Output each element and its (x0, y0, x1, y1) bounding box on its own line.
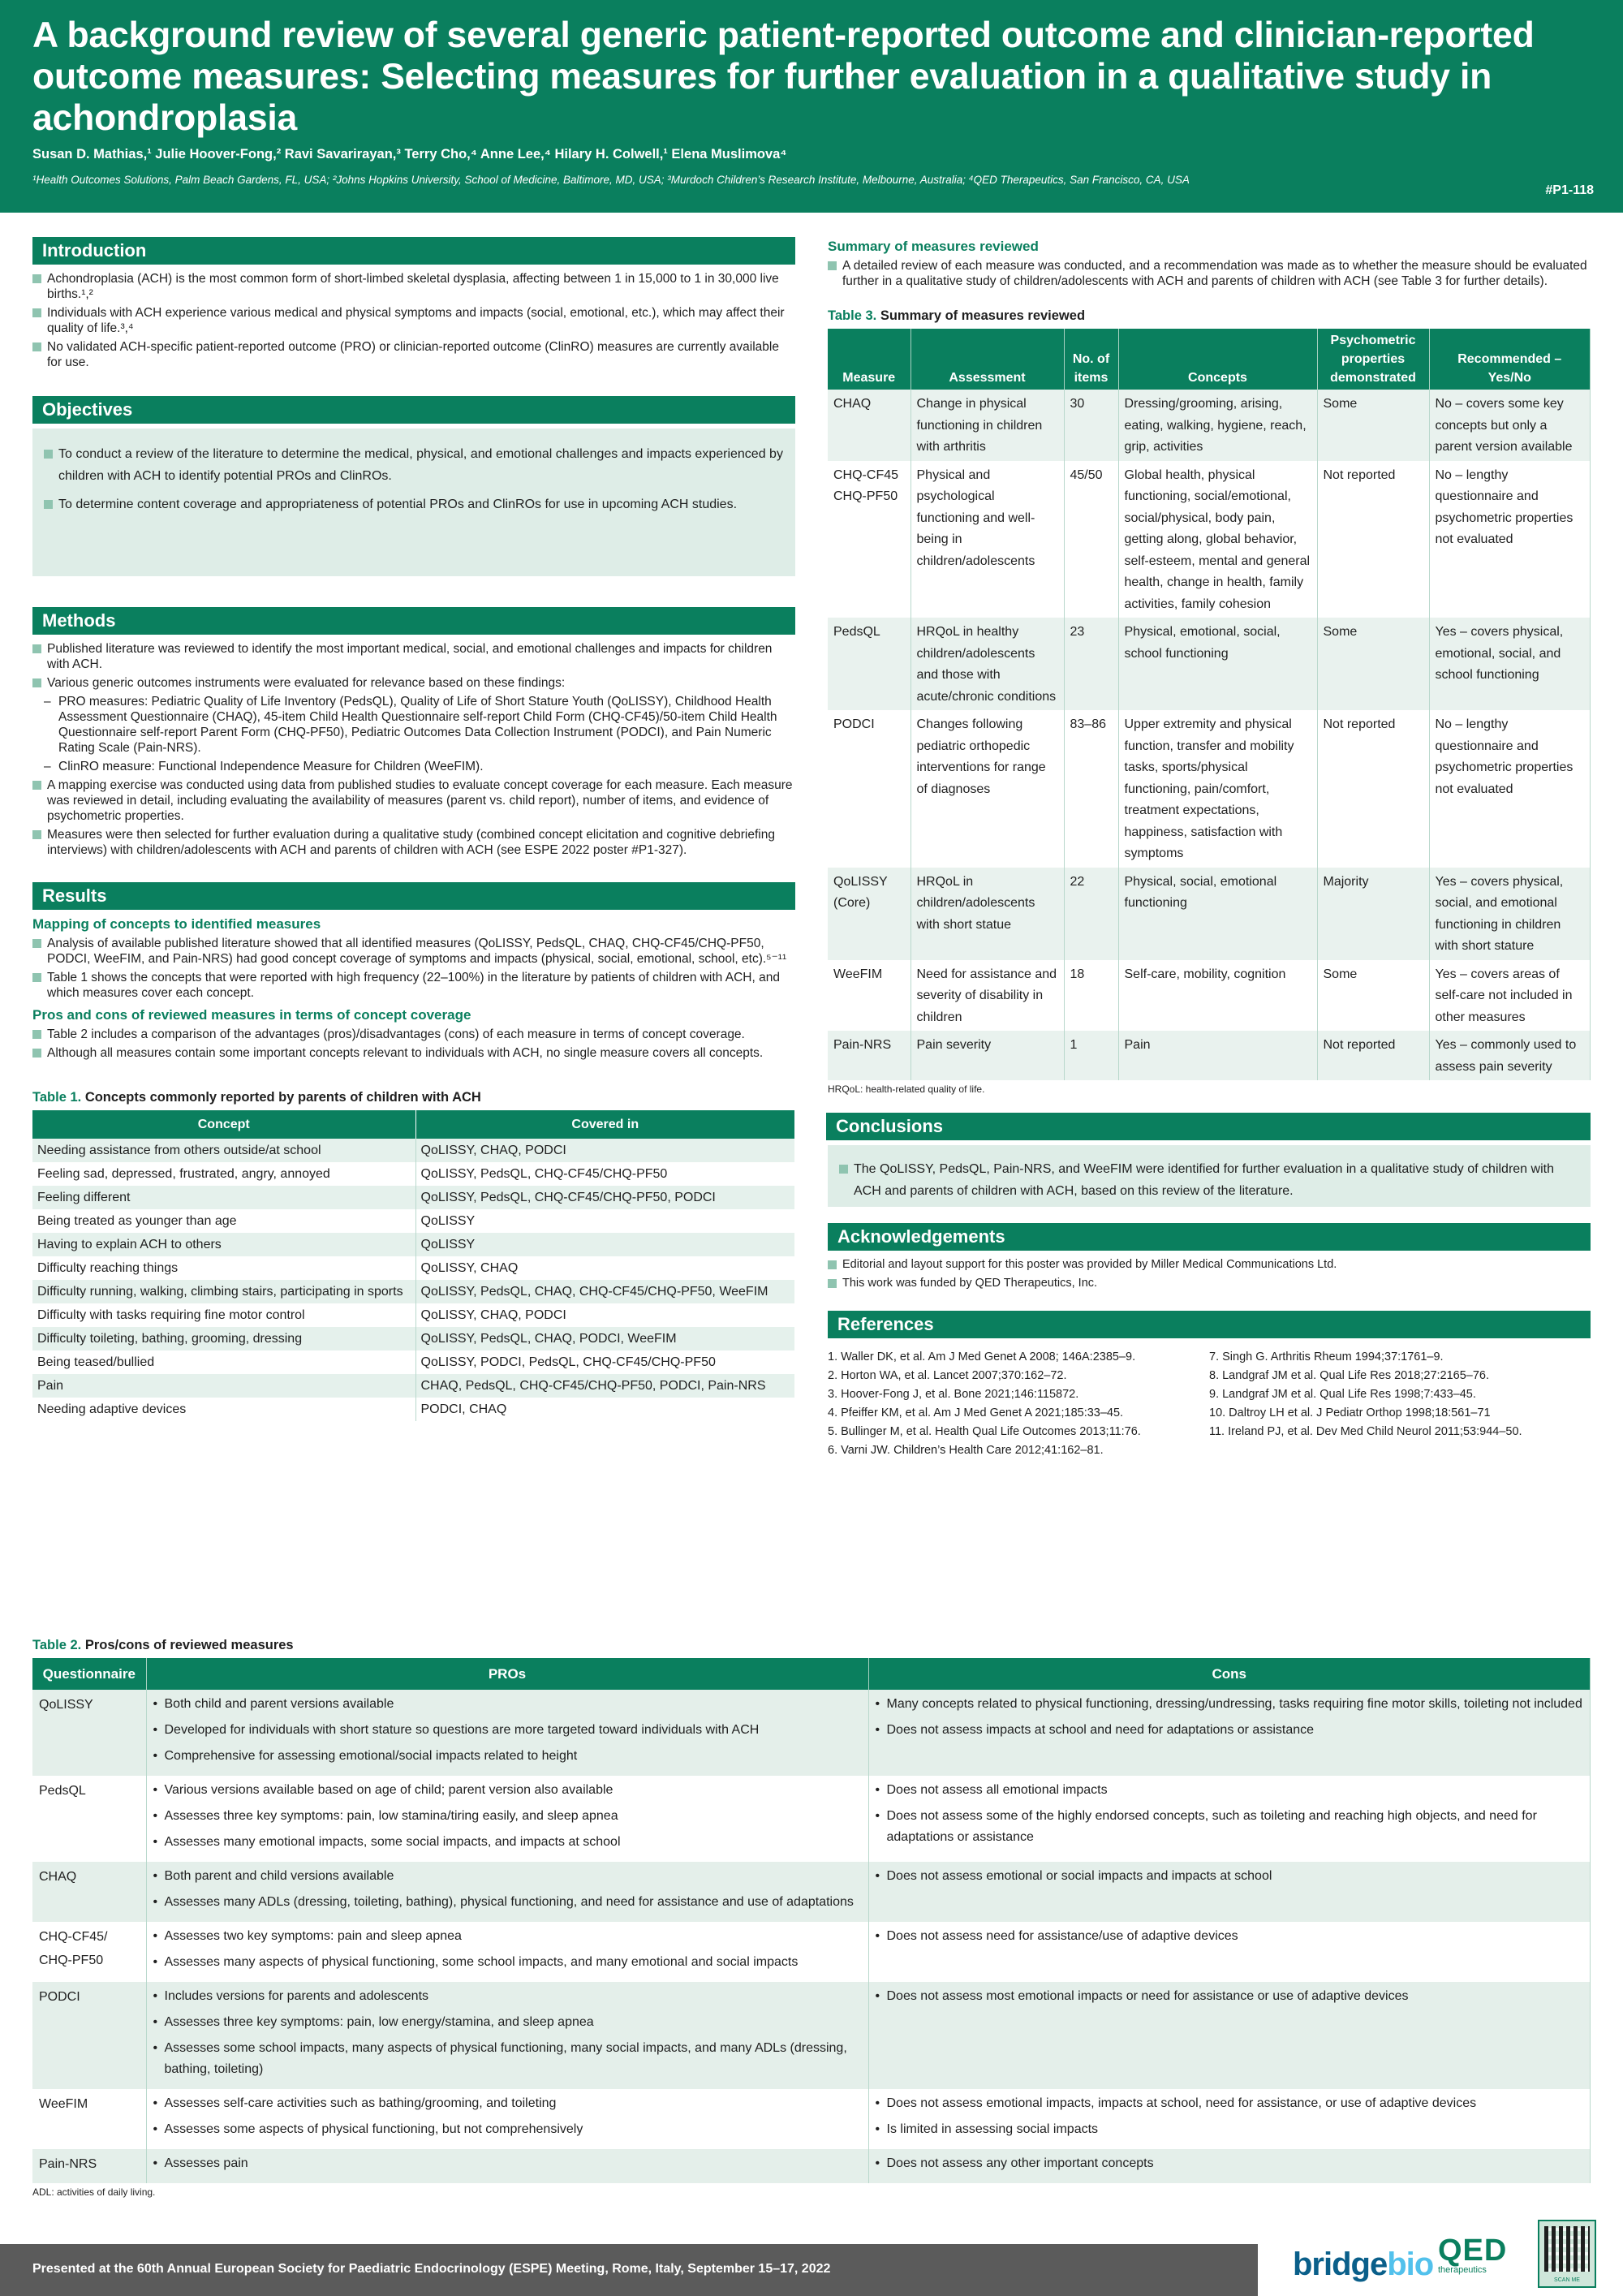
table2-cons-item: • Many concepts related to physical functioning, dressing/undressing, tasks requiring fine motor skills, toileting not included (876, 1694, 1584, 1715)
table3-block (828, 308, 1591, 1095)
table2-cons-cell (868, 2149, 1591, 2183)
reference-item: 4. Pfeiffer KM, et al. Am J Med Genet A 2021;185:33–45. (828, 1406, 1124, 1419)
table2-header-cell: Cons (868, 1658, 1591, 1690)
table2-questionnaire-cell: PedsQL (32, 1776, 146, 1862)
table3-concepts-cell: Dressing/grooming, arising, eating, walking, hygiene, reach, grip, activities (1118, 390, 1317, 461)
table2-cons-cell (868, 1862, 1591, 1922)
table2-row (32, 1922, 1591, 1982)
table3-psychometric-cell: Not reported (1317, 1031, 1429, 1080)
table3-assessment-cell: Change in physical functioning in children with arthritis (911, 390, 1064, 461)
table2-row (32, 1776, 1591, 1862)
table3-body (828, 390, 1591, 1080)
table3-row (828, 618, 1591, 710)
table2-cons-cell (868, 1982, 1591, 2089)
reference-item: 7. Singh G. Arthritis Rheum 1994;37:1761–9. (1209, 1350, 1444, 1363)
table2-pros-cell (146, 1982, 868, 2089)
table2 (32, 1658, 1591, 2183)
table3-psychometric-cell: Not reported (1317, 461, 1429, 618)
table3-concepts-cell: Global health, physical functioning, social/emotional, social/physical, body pain, getting along, global behavior, self-esteem, mental and general health, change in health, family activities, family cohesion (1118, 461, 1317, 618)
table2-cons-item: • Does not assess emotional or social impacts and impacts at school (876, 1866, 1584, 1887)
table3-assessment-cell: Need for assistance and severity of disability in children (911, 960, 1064, 1032)
conclusions-block (828, 1113, 1591, 1207)
table3-concepts-cell: Upper extremity and physical function, transfer and mobility tasks, sports/physical functioning, pain/comfort, treatment expectations, happiness, satisfaction with symptoms (1118, 710, 1317, 868)
reference-item: 9. Landgraf JM et al. Qual Life Res 1998;7:433–45. (1209, 1388, 1476, 1401)
table1-covered-cell: CHAQ, PedsQL, CHQ-CF45/CHQ-PF50, PODCI, Pain-NRS (415, 1374, 795, 1398)
table1-covered-cell: QoLISSY, CHAQ, PODCI (415, 1139, 795, 1162)
table2-questionnaire-cell: CHQ-CF45/ CHQ-PF50 (32, 1922, 146, 1982)
table2-cons-item: • Does not assess most emotional impacts or need for assistance or use of adaptive devices (876, 1986, 1584, 2007)
table3-row (828, 390, 1591, 461)
reference-item: 1. Waller DK, et al. Am J Med Genet A 2008; 146A:2385–9. (828, 1350, 1136, 1363)
table3-items-cell: 18 (1064, 960, 1118, 1032)
objectives-panel (32, 429, 795, 576)
table3-measure-cell: WeeFIM (828, 960, 911, 1032)
table3-assessment-cell: HRQoL in children/adolescents with short statue (911, 868, 1064, 960)
references-column-left (828, 1348, 1209, 1460)
qed-logo-subtext: therapeutics (1438, 2265, 1487, 2275)
table3-header-cell: No. of items (1064, 329, 1118, 390)
table1-concept-cell: Difficulty with tasks requiring fine motor control (32, 1303, 415, 1327)
table3-assessment-cell: Pain severity (911, 1031, 1064, 1080)
reference-item: 8. Landgraf JM et al. Qual Life Res 2018;27:2165–76. (1209, 1369, 1490, 1382)
table2-questionnaire-cell: PODCI (32, 1982, 146, 2089)
table1-covered-cell: PODCI, CHAQ (415, 1398, 795, 1421)
table3-recommended-cell: No – lengthy questionnaire and psychometric properties not evaluated (1429, 710, 1591, 868)
table1-row (32, 1303, 795, 1327)
table2-pros-item: • Assesses some aspects of physical functioning, but not comprehensively (153, 2119, 862, 2140)
table1-row (32, 1209, 795, 1233)
conclusions-heading: Conclusions (826, 1113, 1591, 1140)
poster-header (0, 0, 1623, 213)
table3-header-cell: Assessment (911, 329, 1064, 390)
reference-item: 10. Daltroy LH et al. J Pediatr Orthop 1998;18:561–71 (1209, 1406, 1491, 1419)
methods-subbullet: – PRO measures: Pediatric Quality of Life Inventory (PedsQL), Quality of Life of Short Stature Youth (QoLISSY), Childhood Health Assessment Questionnaire (CHAQ), 45-item Child Health Questionnaire self-report Child Form (CHQ-CF45)/50-item Child Health Questionnaire self-report Parent Form (CHQ-PF50), Pediatric Outcomes Data Collection Instrument (PODCI), and Pain Numeric Rating Scale (Pain-NRS). (32, 694, 795, 756)
table1-covered-cell: QoLISSY, PedsQL, CHQ-CF45/CHQ-PF50, PODCI (415, 1186, 795, 1209)
table2-pros-cell (146, 1862, 868, 1922)
table2-pros-item: • Both parent and child versions available (153, 1866, 862, 1887)
table2-header-cell: PROs (146, 1658, 868, 1690)
table3-assessment-cell: Physical and psychological functioning and well-being in children/adolescents (911, 461, 1064, 618)
table3-header-cell: Recommended – Yes/No (1429, 329, 1591, 390)
acknowledgements-heading: Acknowledgements (828, 1223, 1591, 1251)
table1-concept-cell: Difficulty reaching things (32, 1256, 415, 1280)
table3-footnote: HRQoL: health-related quality of life. (828, 1083, 985, 1095)
right-column (828, 232, 1591, 1460)
table3-row (828, 960, 1591, 1032)
table1-row (32, 1186, 795, 1209)
reference-item: 6. Varni JW. Children’s Health Care 2012;41:162–81. (828, 1444, 1104, 1457)
table1-covered-cell: QoLISSY, PODCI, PedsQL, CHQ-CF45/CHQ-PF50 (415, 1350, 795, 1374)
table1-title: Table 1. Concepts commonly reported by parents of children with ACH (32, 1090, 481, 1105)
table2-pros-cell (146, 1776, 868, 1862)
table3-recommended-cell: Yes – covers physical, social, and emotional functioning in children with short stature (1429, 868, 1591, 960)
table3-recommended-cell: Yes – commonly used to assess pain severity (1429, 1031, 1591, 1080)
table2-cons-cell (868, 2089, 1591, 2149)
table3-recommended-cell: No – covers some key concepts but only a parent version available (1429, 390, 1591, 461)
table3-row (828, 1031, 1591, 1080)
table1-covered-cell: QoLISSY (415, 1209, 795, 1233)
reference-item: 2. Horton WA, et al. Lancet 2007;370:162–72. (828, 1369, 1067, 1382)
table1-covered-cell: QoLISSY, CHAQ (415, 1256, 795, 1280)
qed-logo (1438, 2234, 1519, 2290)
table2-pros-item: • Assesses self-care activities such as bathing/grooming, and toileting (153, 2093, 862, 2114)
table3-psychometric-cell: Some (1317, 390, 1429, 461)
qr-code-label: SCAN ME (1554, 2277, 1580, 2283)
table2-row (32, 2149, 1591, 2183)
table2-pros-cell (146, 1922, 868, 1982)
table2-pros-cell (146, 2149, 868, 2183)
table2-header-cell: Questionnaire (32, 1658, 146, 1690)
table2-pros-item: • Assesses three key symptoms: pain, low energy/stamina, and sleep apnea (153, 2012, 862, 2033)
table2-questionnaire-cell: Pain-NRS (32, 2149, 146, 2183)
table2-cons-item: • Does not assess emotional impacts, impacts at school, need for assistance, or use of adaptive devices (876, 2093, 1584, 2114)
objectives-bullet: To determine content coverage and appropriateness of potential PROs and ClinROs for use in upcoming ACH studies. (44, 493, 784, 515)
table3-header-cell: Measure (828, 329, 911, 390)
results-bullet: Table 1 shows the concepts that were reported with high frequency (22–100%) in the literature by patients of children with ACH, and which measures cover each concept. (32, 970, 795, 1001)
references-list (828, 1348, 1591, 1460)
reference-item: 3. Hoover-Fong J, et al. Bone 2021;146:115872. (828, 1388, 1079, 1401)
table3-row (828, 461, 1591, 618)
table1-concept-cell: Needing assistance from others outside/at school (32, 1139, 415, 1162)
table1-row (32, 1327, 795, 1350)
table2-questionnaire-cell: QoLISSY (32, 1690, 146, 1776)
table1-row (32, 1398, 795, 1421)
table1-covered-cell: QoLISSY, PedsQL, CHQ-CF45/CHQ-PF50 (415, 1162, 795, 1186)
table2-pros-item: • Assesses three key symptoms: pain, low stamina/tiring easily, and sleep apnea (153, 1806, 862, 1827)
table1-body (32, 1139, 795, 1421)
table2-pros-item: • Assesses pain (153, 2153, 862, 2174)
table2-cons-item: • Does not assess need for assistance/use of adaptive devices (876, 1926, 1584, 1947)
qed-logo-text: QED (1438, 2234, 1508, 2268)
table3-items-cell: 22 (1064, 868, 1118, 960)
table3-row (828, 710, 1591, 868)
table3-assessment-cell: Changes following pediatric orthopedic interventions for range of diagnoses (911, 710, 1064, 868)
objectives-bullet: To conduct a review of the literature to determine the medical, physical, and emotional challenges and impacts experienced by children with ACH to identify potential PROs and ClinROs. (44, 443, 784, 487)
table3-psychometric-cell: Some (1317, 618, 1429, 710)
table3-measure-cell: PODCI (828, 710, 911, 868)
table3-concepts-cell: Physical, emotional, social, school functioning (1118, 618, 1317, 710)
table3-title: Table 3. Summary of measures reviewed (828, 308, 1086, 323)
table3-items-cell: 83–86 (1064, 710, 1118, 868)
table2-cons-item: • Does not assess some of the highly endorsed concepts, such as toileting and reaching high objects, and need for adaptations or assistance (876, 1806, 1584, 1848)
table3-concepts-cell: Self-care, mobility, cognition (1118, 960, 1317, 1032)
table3-recommended-cell: Yes – covers physical, emotional, social, and school functioning (1429, 618, 1591, 710)
table2-pros-item: • Various versions available based on age of child; parent version also available (153, 1780, 862, 1801)
results-body (32, 916, 795, 1061)
table2-pros-item: • Includes versions for parents and adolescents (153, 1986, 862, 2007)
table3-measure-cell: CHAQ (828, 390, 911, 461)
table3-row (828, 868, 1591, 960)
table3-items-cell: 30 (1064, 390, 1118, 461)
summary-bullet: A detailed review of each measure was conducted, and a recommendation was made as to whether the measure should be evaluated further in a qualitative study of children/adolescents with ACH and parents of children with ACH (see Table 3 for further details). (828, 258, 1591, 289)
table3-assessment-cell: HRQoL in healthy children/adolescents and those with acute/chronic conditions (911, 618, 1064, 710)
table1-header-cell: Concept (32, 1110, 415, 1139)
qr-code[interactable] (1538, 2220, 1596, 2288)
methods-bullet: Published literature was reviewed to identify the most important medical, social, and emotional challenges and impacts for children with ACH. (32, 641, 795, 672)
introduction-bullet: Achondroplasia (ACH) is the most common form of short-limbed skeletal dysplasia, affecting between 1 in 15,000 to 1 in 30,000 live births.¹,² (32, 271, 795, 302)
table3-items-cell: 45/50 (1064, 461, 1118, 618)
methods-body (32, 641, 795, 858)
table3-items-cell: 23 (1064, 618, 1118, 710)
bridgebio-logo: bridgebio (1293, 2246, 1434, 2282)
table1-covered-cell: QoLISSY, PedsQL, CHAQ, CHQ-CF45/CHQ-PF50, WeeFIM (415, 1280, 795, 1303)
affiliations: ¹Health Outcomes Solutions, Palm Beach Gardens, FL, USA; ²Johns Hopkins University, School of Medicine, Baltimore, MD, USA; ³Murdoch Children’s Research Institute, Melbourne, Australia; ⁴QED Therapeutics, San Francisco, CA, USA (32, 174, 1190, 186)
table2-cons-cell (868, 1690, 1591, 1776)
qr-code-icon (1544, 2226, 1590, 2272)
table1-concept-cell: Feeling sad, depressed, frustrated, angry, annoyed (32, 1162, 415, 1186)
introduction-bullet: No validated ACH-specific patient-reported outcome (PRO) or clinician-reported outcome (ClinRO) measures are currently available for use. (32, 339, 795, 370)
poster-title: A background review of several generic patient-reported outcome and clinician-reported outcome measures: Selecting measures for further evaluation in a qualitative study in achondroplasia (32, 15, 1535, 138)
table1-block (32, 1090, 795, 1421)
table1-concept-cell: Difficulty running, walking, climbing stairs, participating in sports (32, 1280, 415, 1303)
methods-bullet: Various generic outcomes instruments were evaluated for relevance based on these findings: (32, 675, 795, 691)
table1-concept-cell: Having to explain ACH to others (32, 1233, 415, 1256)
references-heading: References (828, 1311, 1591, 1338)
methods-heading: Methods (32, 607, 795, 635)
left-column (32, 237, 795, 1421)
table1-row (32, 1350, 795, 1374)
summary-heading: Summary of measures reviewed (828, 239, 1039, 254)
methods-bullet: Measures were then selected for further evaluation during a qualitative study (combined concept elicitation and cognitive debriefing interviews) with children/adolescents with ACH and parents of children with ACH (see ESPE 2022 poster #P1-327). (32, 827, 795, 858)
table3-measure-cell: QoLISSY (Core) (828, 868, 911, 960)
table2-pros-item: • Assesses many emotional impacts, some social impacts, and impacts at school (153, 1832, 862, 1853)
table2-pros-item: • Both child and parent versions available (153, 1694, 862, 1715)
results-bullet: Table 2 includes a comparison of the advantages (pros)/disadvantages (cons) of each measure in terms of concept coverage. (32, 1027, 795, 1042)
table2-questionnaire-cell: WeeFIM (32, 2089, 146, 2149)
table1-row (32, 1233, 795, 1256)
table2-questionnaire-cell: CHAQ (32, 1862, 146, 1922)
table1-concept-cell: Being teased/bullied (32, 1350, 415, 1374)
footer-bar (0, 2244, 1258, 2296)
table3-recommended-cell: Yes – covers areas of self-care not included in other measures (1429, 960, 1591, 1032)
table1-row (32, 1139, 795, 1162)
table2-pros-item: • Comprehensive for assessing emotional/social impacts related to height (153, 1746, 862, 1767)
objectives-heading: Objectives (32, 396, 795, 424)
table3-psychometric-cell: Majority (1317, 868, 1429, 960)
table2-cons-item: • Does not assess any other important concepts (876, 2153, 1584, 2174)
results-subheading: Pros and cons of reviewed measures in terms of concept coverage (32, 1007, 471, 1023)
results-heading: Results (32, 882, 795, 910)
table3-items-cell: 1 (1064, 1031, 1118, 1080)
table2-pros-item: • Assesses many ADLs (dressing, toileting, bathing), physical functioning, and need for assistance and use of adaptations (153, 1892, 862, 1913)
conclusions-panel (828, 1145, 1591, 1207)
table2-pros-cell (146, 1690, 868, 1776)
poster-id: #P1-118 (1545, 183, 1594, 197)
reference-item: 5. Bullinger M, et al. Health Qual Life Outcomes 2013;11:76. (828, 1425, 1141, 1438)
table2-body (32, 1690, 1591, 2183)
table3-concepts-cell: Physical, social, emotional functioning (1118, 868, 1317, 960)
acknowledgements-body (828, 1257, 1591, 1291)
table2-cons-item: • Does not assess all emotional impacts (876, 1780, 1584, 1801)
table3-header-cell: Concepts (1118, 329, 1317, 390)
table3-psychometric-cell: Some (1317, 960, 1429, 1032)
table2-pros-cell (146, 2089, 868, 2149)
table3 (828, 329, 1591, 1080)
table1-header-cell: Covered in (415, 1110, 795, 1139)
table3-measure-cell: Pain-NRS (828, 1031, 911, 1080)
table2-pros-item: • Assesses two key symptoms: pain and sleep apnea (153, 1926, 862, 1947)
table1-concept-cell: Being treated as younger than age (32, 1209, 415, 1233)
table3-psychometric-cell: Not reported (1317, 710, 1429, 868)
acknowledgements-block (828, 1223, 1591, 1291)
footer-text: Presented at the 60th Annual European Society for Paediatric Endocrinology (ESPE) Meeting, Rome, Italy, September 15–17, 2022 (32, 2262, 831, 2276)
references-block (828, 1311, 1591, 1460)
table1-covered-cell: QoLISSY, CHAQ, PODCI (415, 1303, 795, 1327)
table3-recommended-cell: No – lengthy questionnaire and psychometric properties not evaluated (1429, 461, 1591, 618)
results-subheading: Mapping of concepts to identified measures (32, 916, 321, 932)
results-bullet: Although all measures contain some important concepts relevant to individuals with ACH, no single measure covers all concepts. (32, 1045, 795, 1061)
table2-row (32, 2089, 1591, 2149)
table2-cons-item: • Does not assess impacts at school and need for adaptations or assistance (876, 1720, 1584, 1741)
table2-row (32, 1862, 1591, 1922)
table3-measure-cell: PedsQL (828, 618, 911, 710)
references-column-right (1209, 1348, 1582, 1460)
table2-pros-item: • Assesses many aspects of physical functioning, some school impacts, and many emotional and social impacts (153, 1952, 862, 1973)
table3-measure-cell: CHQ-CF45 CHQ-PF50 (828, 461, 911, 618)
table2-row (32, 1982, 1591, 2089)
table1-concept-cell: Difficulty toileting, bathing, grooming, dressing (32, 1327, 415, 1350)
table1-concept-cell: Feeling different (32, 1186, 415, 1209)
table1-covered-cell: QoLISSY, PedsQL, CHAQ, PODCI, WeeFIM (415, 1327, 795, 1350)
table2-cons-cell (868, 1922, 1591, 1982)
table2-row (32, 1690, 1591, 1776)
table2-cons-cell (868, 1776, 1591, 1862)
methods-subbullet: – ClinRO measure: Functional Independence Measure for Children (WeeFIM). (32, 759, 795, 774)
table1-row (32, 1374, 795, 1398)
table1-covered-cell: QoLISSY (415, 1233, 795, 1256)
acknowledgements-bullet: This work was funded by QED Therapeutics, Inc. (828, 1276, 1591, 1291)
table1 (32, 1110, 795, 1421)
conclusions-bullet: The QoLISSY, PedsQL, Pain-NRS, and WeeFIM were identified for further evaluation in a qualitative study of children with ACH and parents of children with ACH, based on this review of the literature. (839, 1158, 1579, 1202)
author-list: Susan D. Mathias,¹ Julie Hoover-Fong,² Ravi Savarirayan,³ Terry Cho,⁴ Anne Lee,⁴ Hilary H. Colwell,¹ Elena Muslimova⁴ (32, 147, 787, 162)
methods-bullet: A mapping exercise was conducted using data from published studies to evaluate concept coverage for each measure. Each measure was reviewed in detail, including evaluating the availability of measures (parent vs. child report), number of items, and evidence of psychometric properties. (32, 778, 795, 824)
table1-row (32, 1162, 795, 1186)
table2-footnote: ADL: activities of daily living. (32, 2186, 156, 2198)
table1-concept-cell: Needing adaptive devices (32, 1398, 415, 1421)
table3-header-cell: Psychometric properties demonstrated (1317, 329, 1429, 390)
introduction-heading: Introduction (32, 237, 795, 265)
introduction-body (32, 271, 795, 370)
reference-item: 11. Ireland PJ, et al. Dev Med Child Neurol 2011;53:944–50. (1209, 1425, 1522, 1438)
table1-row (32, 1256, 795, 1280)
table2-pros-item: • Developed for individuals with short stature so questions are more targeted toward individuals with ACH (153, 1720, 862, 1741)
results-bullet: Analysis of available published literature showed that all identified measures (QoLISSY, PedsQL, CHAQ, CHQ-CF45/CHQ-PF50, PODCI, WeeFIM, and Pain-NRS) had good concept coverage of symptoms and impacts (physical, social, emotional, school, etc).⁵⁻¹¹ (32, 936, 795, 967)
table3-concepts-cell: Pain (1118, 1031, 1317, 1080)
table2-block (32, 1638, 1591, 2198)
table1-row (32, 1280, 795, 1303)
table1-concept-cell: Pain (32, 1374, 415, 1398)
table2-pros-item: • Assesses some school impacts, many aspects of physical functioning, many social impacts, and many ADLs (dressing, bathing, toileting) (153, 2038, 862, 2080)
table2-title: Table 2. Pros/cons of reviewed measures (32, 1638, 294, 1652)
acknowledgements-bullet: Editorial and layout support for this poster was provided by Miller Medical Communications Ltd. (828, 1257, 1591, 1273)
introduction-bullet: Individuals with ACH experience various medical and physical symptoms and impacts (social, emotional, etc.), which may affect their quality of life.³,⁴ (32, 305, 795, 336)
table2-cons-item: • Is limited in assessing social impacts (876, 2119, 1584, 2140)
